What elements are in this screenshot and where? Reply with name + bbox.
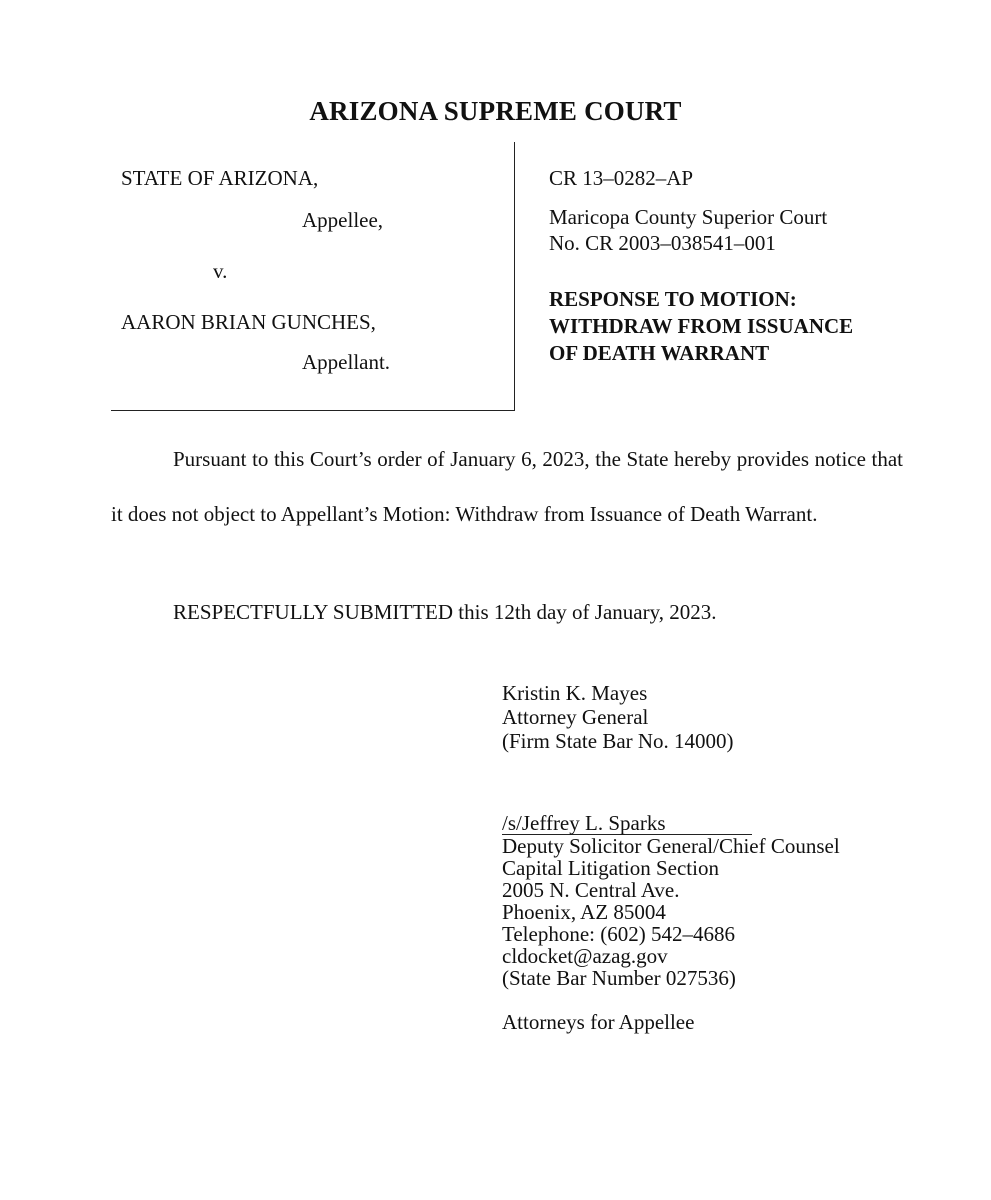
signer-bar-number: (State Bar Number 027536) <box>502 966 736 990</box>
caption-versus: v. <box>213 259 228 283</box>
document-title-line: WITHDRAW FROM ISSUANCE <box>549 314 854 338</box>
address-line-1: 2005 N. Central Ave. <box>502 878 680 902</box>
caption-appellant-role: Appellant. <box>302 350 391 374</box>
lower-court-name: Maricopa County Superior Court <box>549 205 828 229</box>
signature-line: /s/Jeffrey L. Sparks <box>502 813 752 835</box>
body-paragraph: Pursuant to this Court’s order of January 6, 2023, the State hereby provides notice that it does not object to Appellant’s Motion: Withdraw from Issuance of Death Warrant. <box>111 447 903 526</box>
telephone: Telephone: (602) 542–4686 <box>502 922 735 946</box>
caption-party-appellant: AARON BRIAN GUNCHES, <box>121 310 376 334</box>
signer-title: Deputy Solicitor General/Chief Counsel <box>502 834 840 858</box>
signer-section: Capital Litigation Section <box>502 856 719 880</box>
caption-party-appellee: STATE OF ARIZONA, <box>121 166 319 190</box>
lower-court-info <box>549 204 827 256</box>
attorney-general-block <box>502 681 734 753</box>
submitted-line: RESPECTFULLY SUBMITTED this 12th day of January, 2023. <box>173 600 717 624</box>
lower-court-case-number: No. CR 2003–038541–001 <box>549 231 776 255</box>
ag-name: Kristin K. Mayes <box>502 681 648 705</box>
caption-appellee-role: Appellee, <box>302 208 384 232</box>
court-title: ARIZONA SUPREME COURT <box>309 96 682 126</box>
document-title-line: RESPONSE TO MOTION: <box>549 287 797 311</box>
ag-bar-number: (Firm State Bar No. 14000) <box>502 729 734 753</box>
ag-title: Attorney General <box>502 705 649 729</box>
document-title-line: OF DEATH WARRANT <box>549 341 770 365</box>
signer-block <box>502 812 840 989</box>
email: cldocket@azag.gov <box>502 944 668 968</box>
case-number: CR 13–0282–AP <box>549 166 694 190</box>
attorneys-for-line: Attorneys for Appellee <box>502 1010 695 1034</box>
document-title <box>549 286 853 367</box>
address-line-2: Phoenix, AZ 85004 <box>502 900 666 924</box>
